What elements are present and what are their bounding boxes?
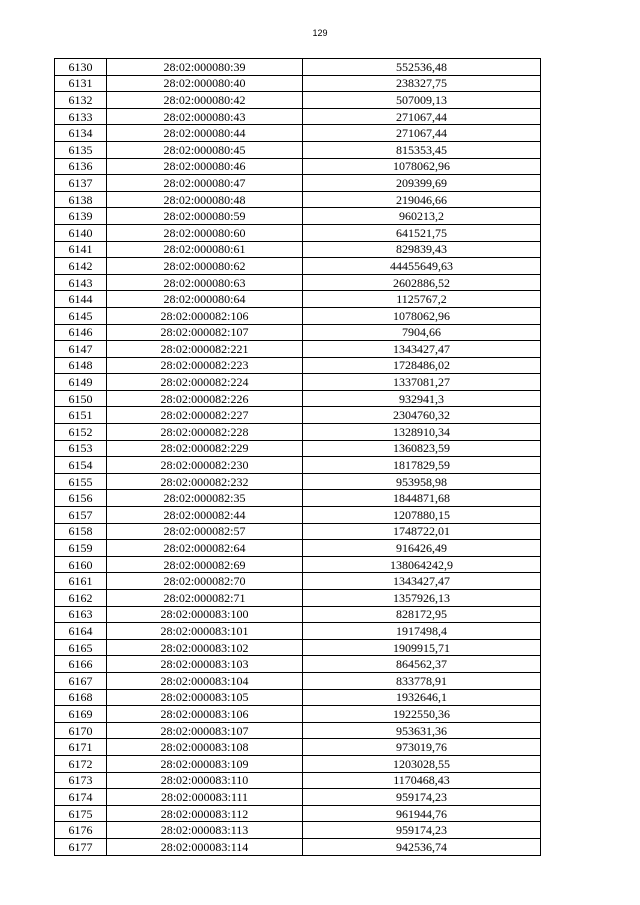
row-number-cell: 6145	[55, 307, 107, 324]
cadastral-value-cell: 833778,91	[303, 672, 541, 689]
cadastral-number-cell: 28:02:000082:71	[107, 590, 303, 607]
cadastral-value-cell: 219046,66	[303, 191, 541, 208]
row-number-cell: 6172	[55, 755, 107, 772]
cadastral-number-cell: 28:02:000083:102	[107, 639, 303, 656]
table-row	[55, 440, 541, 457]
table-row	[55, 523, 541, 540]
row-number-cell: 6176	[55, 822, 107, 839]
cadastral-value-cell: 1922550,36	[303, 706, 541, 723]
cadastral-number-cell: 28:02:000080:42	[107, 92, 303, 109]
cadastral-number-cell: 28:02:000080:63	[107, 274, 303, 291]
cadastral-number-cell: 28:02:000080:48	[107, 191, 303, 208]
cadastral-number-cell: 28:02:000082:223	[107, 357, 303, 374]
row-number-cell: 6167	[55, 672, 107, 689]
table-row	[55, 606, 541, 623]
cadastral-value-cell: 1357926,13	[303, 590, 541, 607]
table-row	[55, 623, 541, 640]
table-row	[55, 473, 541, 490]
row-number-cell: 6143	[55, 274, 107, 291]
cadastral-value-cell: 2304760,32	[303, 407, 541, 424]
cadastral-value-cell: 1932646,1	[303, 689, 541, 706]
row-number-cell: 6153	[55, 440, 107, 457]
cadastral-value-cell: 138064242,9	[303, 556, 541, 573]
row-number-cell: 6166	[55, 656, 107, 673]
cadastral-number-cell: 28:02:000082:224	[107, 374, 303, 391]
cadastral-value-cell: 942536,74	[303, 838, 541, 855]
cadastral-value-cell: 1917498,4	[303, 623, 541, 640]
cadastral-number-cell: 28:02:000083:113	[107, 822, 303, 839]
page-number: 129	[312, 28, 328, 38]
table-row	[55, 573, 541, 590]
cadastral-number-cell: 28:02:000080:39	[107, 59, 303, 76]
cadastral-number-cell: 28:02:000082:44	[107, 507, 303, 524]
cadastral-number-cell: 28:02:000080:46	[107, 158, 303, 175]
row-number-cell: 6164	[55, 623, 107, 640]
table-row	[55, 357, 541, 374]
cadastral-number-cell: 28:02:000083:110	[107, 772, 303, 789]
row-number-cell: 6152	[55, 424, 107, 441]
cadastral-value-cell: 271067,44	[303, 108, 541, 125]
cadastral-number-cell: 28:02:000083:107	[107, 722, 303, 739]
cadastral-value-cell: 953958,98	[303, 473, 541, 490]
table-row	[55, 755, 541, 772]
table-row	[55, 92, 541, 109]
cadastral-number-cell: 28:02:000082:106	[107, 307, 303, 324]
cadastral-value-cell: 961944,76	[303, 805, 541, 822]
row-number-cell: 6148	[55, 357, 107, 374]
cadastral-value-cell: 1328910,34	[303, 424, 541, 441]
cadastral-number-cell: 28:02:000083:100	[107, 606, 303, 623]
cadastral-number-cell: 28:02:000083:103	[107, 656, 303, 673]
cadastral-number-cell: 28:02:000083:112	[107, 805, 303, 822]
cadastral-value-cell: 1078062,96	[303, 158, 541, 175]
table-row	[55, 424, 541, 441]
cadastral-number-cell: 28:02:000082:221	[107, 341, 303, 358]
cadastral-number-cell: 28:02:000083:106	[107, 706, 303, 723]
cadastral-number-cell: 28:02:000082:232	[107, 473, 303, 490]
row-number-cell: 6169	[55, 706, 107, 723]
table-row	[55, 639, 541, 656]
cadastral-value-cell: 973019,76	[303, 739, 541, 756]
table-row	[55, 672, 541, 689]
row-number-cell: 6142	[55, 258, 107, 275]
cadastral-number-cell: 28:02:000080:60	[107, 224, 303, 241]
cadastral-number-cell: 28:02:000080:45	[107, 141, 303, 158]
table-row	[55, 291, 541, 308]
table-row	[55, 689, 541, 706]
cadastral-value-cell: 7904,66	[303, 324, 541, 341]
cadastral-number-cell: 28:02:000080:44	[107, 125, 303, 142]
row-number-cell: 6170	[55, 722, 107, 739]
table-row	[55, 75, 541, 92]
cadastral-number-cell: 28:02:000082:226	[107, 390, 303, 407]
cadastral-value-cell: 960213,2	[303, 208, 541, 225]
row-number-cell: 6151	[55, 407, 107, 424]
cadastral-number-cell: 28:02:000080:64	[107, 291, 303, 308]
row-number-cell: 6168	[55, 689, 107, 706]
row-number-cell: 6173	[55, 772, 107, 789]
table-row	[55, 656, 541, 673]
table-row	[55, 739, 541, 756]
cadastral-value-cell: 552536,48	[303, 59, 541, 76]
table-row	[55, 191, 541, 208]
cadastral-value-cell: 44455649,63	[303, 258, 541, 275]
cadastral-value-cell: 1817829,59	[303, 457, 541, 474]
cadastral-number-cell: 28:02:000080:61	[107, 241, 303, 258]
row-number-cell: 6175	[55, 805, 107, 822]
table-row	[55, 341, 541, 358]
row-number-cell: 6132	[55, 92, 107, 109]
cadastral-number-cell: 28:02:000082:228	[107, 424, 303, 441]
row-number-cell: 6131	[55, 75, 107, 92]
cadastral-number-cell: 28:02:000082:64	[107, 540, 303, 557]
table-row	[55, 556, 541, 573]
cadastral-value-cell: 1343427,47	[303, 573, 541, 590]
cadastral-value-table	[54, 58, 541, 856]
table-row	[55, 141, 541, 158]
row-number-cell: 6140	[55, 224, 107, 241]
table-row	[55, 507, 541, 524]
table-row	[55, 540, 541, 557]
row-number-cell: 6144	[55, 291, 107, 308]
cadastral-value-cell: 828172,95	[303, 606, 541, 623]
row-number-cell: 6156	[55, 490, 107, 507]
row-number-cell: 6162	[55, 590, 107, 607]
cadastral-number-cell: 28:02:000083:101	[107, 623, 303, 640]
cadastral-value-cell: 916426,49	[303, 540, 541, 557]
row-number-cell: 6157	[55, 507, 107, 524]
cadastral-number-cell: 28:02:000083:114	[107, 838, 303, 855]
cadastral-number-cell: 28:02:000080:47	[107, 175, 303, 192]
row-number-cell: 6133	[55, 108, 107, 125]
row-number-cell: 6160	[55, 556, 107, 573]
cadastral-number-cell: 28:02:000083:105	[107, 689, 303, 706]
row-number-cell: 6155	[55, 473, 107, 490]
table-row	[55, 706, 541, 723]
cadastral-number-cell: 28:02:000083:109	[107, 755, 303, 772]
cadastral-value-cell: 1125767,2	[303, 291, 541, 308]
cadastral-value-cell: 209399,69	[303, 175, 541, 192]
cadastral-value-cell: 641521,75	[303, 224, 541, 241]
table-row	[55, 274, 541, 291]
table-row	[55, 125, 541, 142]
cadastral-value-cell: 1203028,55	[303, 755, 541, 772]
table-row	[55, 374, 541, 391]
table-row	[55, 590, 541, 607]
table-row	[55, 772, 541, 789]
cadastral-number-cell: 28:02:000082:69	[107, 556, 303, 573]
cadastral-value-cell: 1748722,01	[303, 523, 541, 540]
table-row	[55, 224, 541, 241]
cadastral-number-cell: 28:02:000082:70	[107, 573, 303, 590]
table-row	[55, 457, 541, 474]
row-number-cell: 6174	[55, 789, 107, 806]
row-number-cell: 6163	[55, 606, 107, 623]
cadastral-number-cell: 28:02:000080:40	[107, 75, 303, 92]
row-number-cell: 6146	[55, 324, 107, 341]
cadastral-number-cell: 28:02:000080:43	[107, 108, 303, 125]
row-number-cell: 6161	[55, 573, 107, 590]
row-number-cell: 6177	[55, 838, 107, 855]
cadastral-value-cell: 1337081,27	[303, 374, 541, 391]
table-row	[55, 241, 541, 258]
table-row	[55, 324, 541, 341]
cadastral-value-cell: 1360823,59	[303, 440, 541, 457]
cadastral-number-cell: 28:02:000083:104	[107, 672, 303, 689]
cadastral-number-cell: 28:02:000083:111	[107, 789, 303, 806]
cadastral-value-cell: 932941,3	[303, 390, 541, 407]
cadastral-value-cell: 1207880,15	[303, 507, 541, 524]
row-number-cell: 6158	[55, 523, 107, 540]
cadastral-value-cell: 507009,13	[303, 92, 541, 109]
row-number-cell: 6147	[55, 341, 107, 358]
row-number-cell: 6139	[55, 208, 107, 225]
row-number-cell: 6136	[55, 158, 107, 175]
cadastral-value-cell: 1078062,96	[303, 307, 541, 324]
table-row	[55, 490, 541, 507]
cadastral-number-cell: 28:02:000082:229	[107, 440, 303, 457]
cadastral-number-cell: 28:02:000082:230	[107, 457, 303, 474]
row-number-cell: 6141	[55, 241, 107, 258]
cadastral-value-cell: 1728486,02	[303, 357, 541, 374]
table-row	[55, 805, 541, 822]
cadastral-value-cell: 1909915,71	[303, 639, 541, 656]
cadastral-value-cell: 829839,43	[303, 241, 541, 258]
cadastral-number-cell: 28:02:000080:62	[107, 258, 303, 275]
cadastral-number-cell: 28:02:000080:59	[107, 208, 303, 225]
table-row	[55, 108, 541, 125]
table-row	[55, 307, 541, 324]
cadastral-value-cell: 815353,45	[303, 141, 541, 158]
cadastral-value-cell: 959174,23	[303, 822, 541, 839]
table-row	[55, 407, 541, 424]
row-number-cell: 6149	[55, 374, 107, 391]
table-row	[55, 175, 541, 192]
row-number-cell: 6150	[55, 390, 107, 407]
row-number-cell: 6130	[55, 59, 107, 76]
cadastral-value-cell: 238327,75	[303, 75, 541, 92]
table-row	[55, 258, 541, 275]
cadastral-value-cell: 1343427,47	[303, 341, 541, 358]
row-number-cell: 6138	[55, 191, 107, 208]
row-number-cell: 6137	[55, 175, 107, 192]
cadastral-value-cell: 953631,36	[303, 722, 541, 739]
cadastral-number-cell: 28:02:000082:227	[107, 407, 303, 424]
table-row	[55, 789, 541, 806]
table-row	[55, 158, 541, 175]
cadastral-value-cell: 864562,37	[303, 656, 541, 673]
table-row	[55, 722, 541, 739]
table-row	[55, 822, 541, 839]
table-body	[55, 59, 541, 856]
cadastral-value-cell: 1170468,43	[303, 772, 541, 789]
cadastral-value-cell: 271067,44	[303, 125, 541, 142]
table-row	[55, 390, 541, 407]
row-number-cell: 6154	[55, 457, 107, 474]
table-row	[55, 208, 541, 225]
cadastral-value-cell: 2602886,52	[303, 274, 541, 291]
table-row	[55, 838, 541, 855]
row-number-cell: 6134	[55, 125, 107, 142]
cadastral-number-cell: 28:02:000083:108	[107, 739, 303, 756]
row-number-cell: 6171	[55, 739, 107, 756]
cadastral-value-cell: 1844871,68	[303, 490, 541, 507]
table-row	[55, 59, 541, 76]
row-number-cell: 6159	[55, 540, 107, 557]
row-number-cell: 6135	[55, 141, 107, 158]
cadastral-number-cell: 28:02:000082:57	[107, 523, 303, 540]
cadastral-number-cell: 28:02:000082:35	[107, 490, 303, 507]
cadastral-value-cell: 959174,23	[303, 789, 541, 806]
cadastral-number-cell: 28:02:000082:107	[107, 324, 303, 341]
row-number-cell: 6165	[55, 639, 107, 656]
